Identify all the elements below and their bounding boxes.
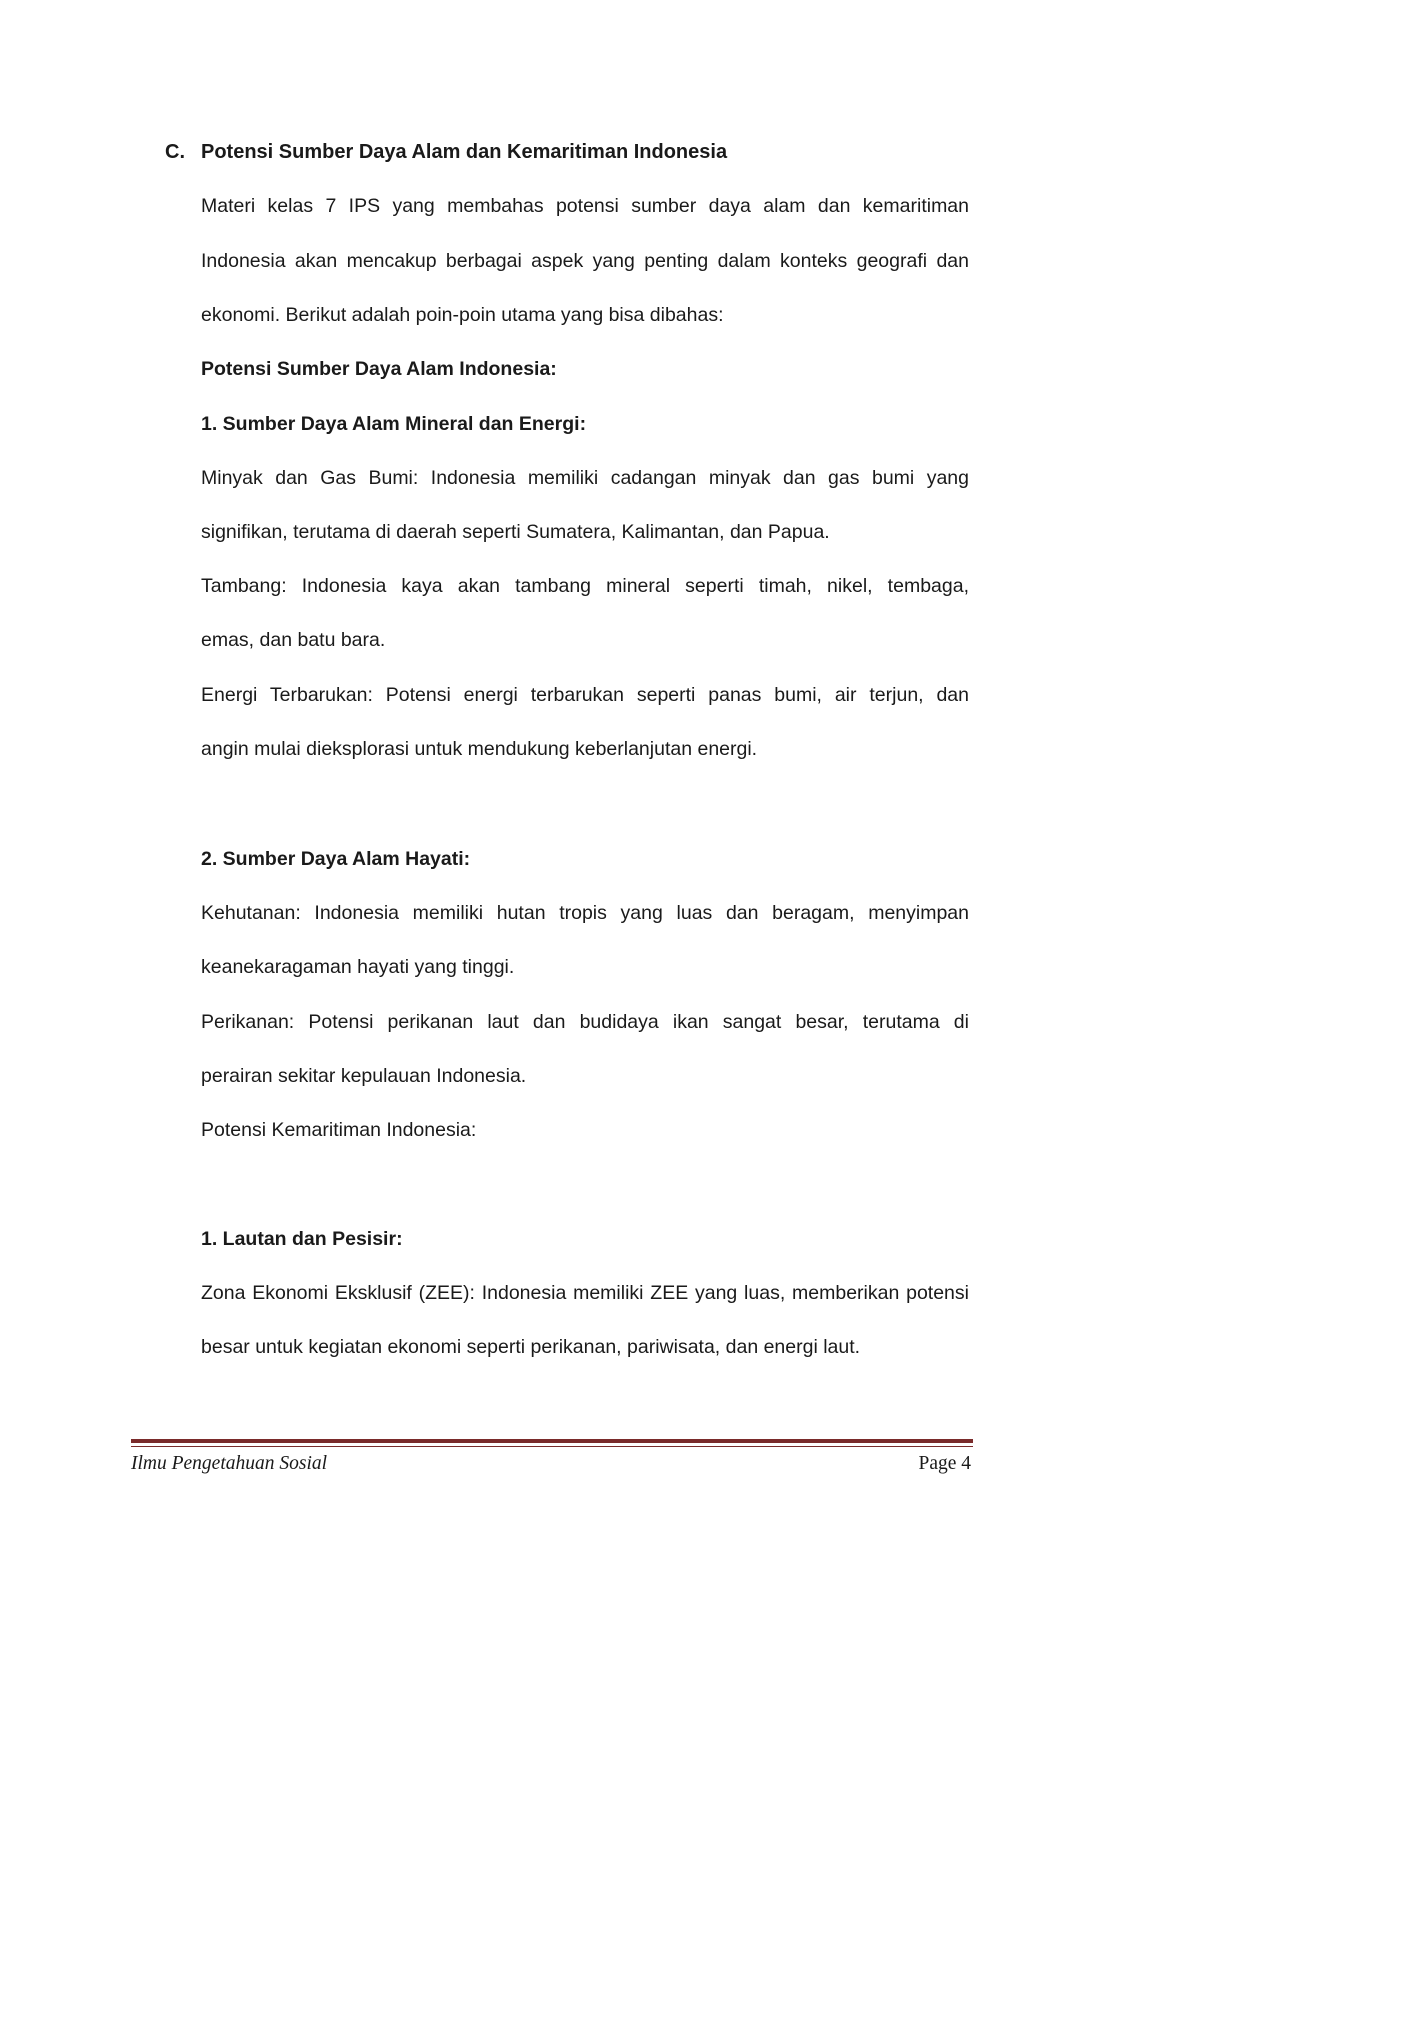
mineral-heading: 1. Sumber Daya Alam Mineral dan Energi: (201, 413, 587, 435)
laut-heading: 1. Lautan dan Pesisir: (201, 1228, 403, 1250)
footer-page-number: Page 4 (918, 1453, 971, 1474)
hutan-line-2: keanekaragaman hayati yang tinggi. (201, 956, 515, 978)
footer-subject: Ilmu Pengetahuan Sosial (131, 1453, 328, 1474)
migas-line-1: Minyak dan Gas Bumi: Indonesia memiliki cadangan minyak dan gas bumi yang (201, 467, 969, 489)
zee-line-2: besar untuk kegiatan ekonomi seperti perikanan, pariwisata, dan energi laut. (201, 1336, 861, 1358)
energi-line-2: angin mulai dieksplorasi untuk mendukung keberlanjutan energi. (201, 738, 758, 760)
migas-line-2: signifikan, terutama di daerah seperti Sumatera, Kalimantan, dan Papua. (201, 521, 830, 543)
intro-line-2: Indonesia akan mencakup berbagai aspek yang penting dalam konteks geografi dan (201, 250, 969, 272)
tambang-line-2: emas, dan batu bara. (201, 629, 386, 651)
hutan-line-1: Kehutanan: Indonesia memiliki hutan tropis yang luas dan beragam, menyimpan (201, 902, 969, 924)
footer-divider-thin (131, 1446, 973, 1447)
maritim-heading: Potensi Kemaritiman Indonesia: (201, 1119, 477, 1141)
intro-line-1: Materi kelas 7 IPS yang membahas potensi sumber daya alam dan kemaritiman (201, 195, 969, 217)
section-title: Potensi Sumber Daya Alam dan Kemaritiman Indonesia (201, 141, 728, 163)
ikan-line-1: Perikanan: Potensi perikanan laut dan budidaya ikan sangat besar, terutama di (201, 1011, 969, 1033)
zee-line-1: Zona Ekonomi Eksklusif (ZEE): Indonesia memiliki ZEE yang luas, memberikan potensi (201, 1282, 969, 1304)
intro-line-3: ekonomi. Berikut adalah poin-poin utama yang bisa dibahas: (201, 304, 724, 326)
ikan-line-2: perairan sekitar kepulauan Indonesia. (201, 1065, 527, 1087)
sda-heading: Potensi Sumber Daya Alam Indonesia: (201, 358, 557, 380)
hayati-heading: 2. Sumber Daya Alam Hayati: (201, 848, 471, 870)
section-letter: C. (165, 141, 185, 163)
tambang-line-1: Tambang: Indonesia kaya akan tambang mineral seperti timah, nikel, tembaga, (201, 575, 969, 597)
footer-divider-thick (131, 1439, 973, 1443)
section-heading (165, 138, 727, 166)
energi-line-1: Energi Terbarukan: Potensi energi terbarukan seperti panas bumi, air terjun, dan (201, 684, 969, 706)
